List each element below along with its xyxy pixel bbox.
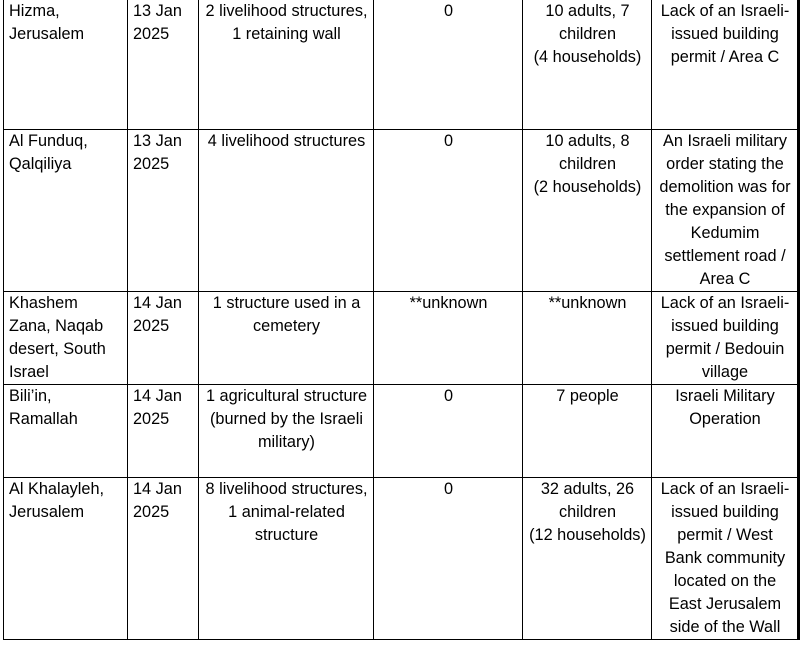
date-cell: 14 Jan 2025: [128, 385, 199, 478]
demolitions-table: [3, 0, 800, 640]
displaced-cell: 0: [374, 385, 523, 478]
structures-cell: 1 structure used in a cemetery: [199, 292, 374, 385]
date-cell: 14 Jan 2025: [128, 292, 199, 385]
table-row: [4, 130, 799, 292]
location-cell: Bili’in, Ramallah: [4, 385, 128, 478]
location-cell: Hizma, Jerusalem: [4, 0, 128, 130]
displaced-cell: 0: [374, 0, 523, 130]
displaced-cell: 0: [374, 478, 523, 640]
date-cell: 14 Jan 2025: [128, 478, 199, 640]
location-cell: Al Khalayleh, Jerusalem: [4, 478, 128, 640]
affected-cell: 32 adults, 26 children (12 households): [523, 478, 652, 640]
table-row: [4, 478, 799, 640]
date-cell: 13 Jan 2025: [128, 130, 199, 292]
date-cell: 13 Jan 2025: [128, 0, 199, 130]
table-row: [4, 0, 799, 130]
reason-cell: Lack of an Israeli-issued building permit / Bedouin village: [652, 292, 799, 385]
location-cell: Khashem Zana, Naqab desert, South Israel: [4, 292, 128, 385]
displaced-cell: 0: [374, 130, 523, 292]
structures-cell: 2 livelihood structures, 1 retaining wall: [199, 0, 374, 130]
affected-cell: 10 adults, 7 children (4 households): [523, 0, 652, 130]
structures-cell: 8 livelihood structures, 1 animal-related structure: [199, 478, 374, 640]
affected-cell: 7 people: [523, 385, 652, 478]
table-row: [4, 385, 799, 478]
table-row: [4, 292, 799, 385]
reason-cell: An Israeli military order stating the demolition was for the expansion of Kedumim settlement road / Area C: [652, 130, 799, 292]
structures-cell: 4 livelihood structures: [199, 130, 374, 292]
reason-cell: Israeli Military Operation: [652, 385, 799, 478]
affected-cell: 10 adults, 8 children (2 households): [523, 130, 652, 292]
location-cell: Al Funduq, Qalqiliya: [4, 130, 128, 292]
reason-cell: Lack of an Israeli-issued building permit / West Bank community located on the East Jerusalem side of the Wall: [652, 478, 799, 640]
displaced-cell: **unknown: [374, 292, 523, 385]
structures-cell: 1 agricultural structure (burned by the Israeli military): [199, 385, 374, 478]
reason-cell: Lack of an Israeli-issued building permit / Area C: [652, 0, 799, 130]
affected-cell: **unknown: [523, 292, 652, 385]
